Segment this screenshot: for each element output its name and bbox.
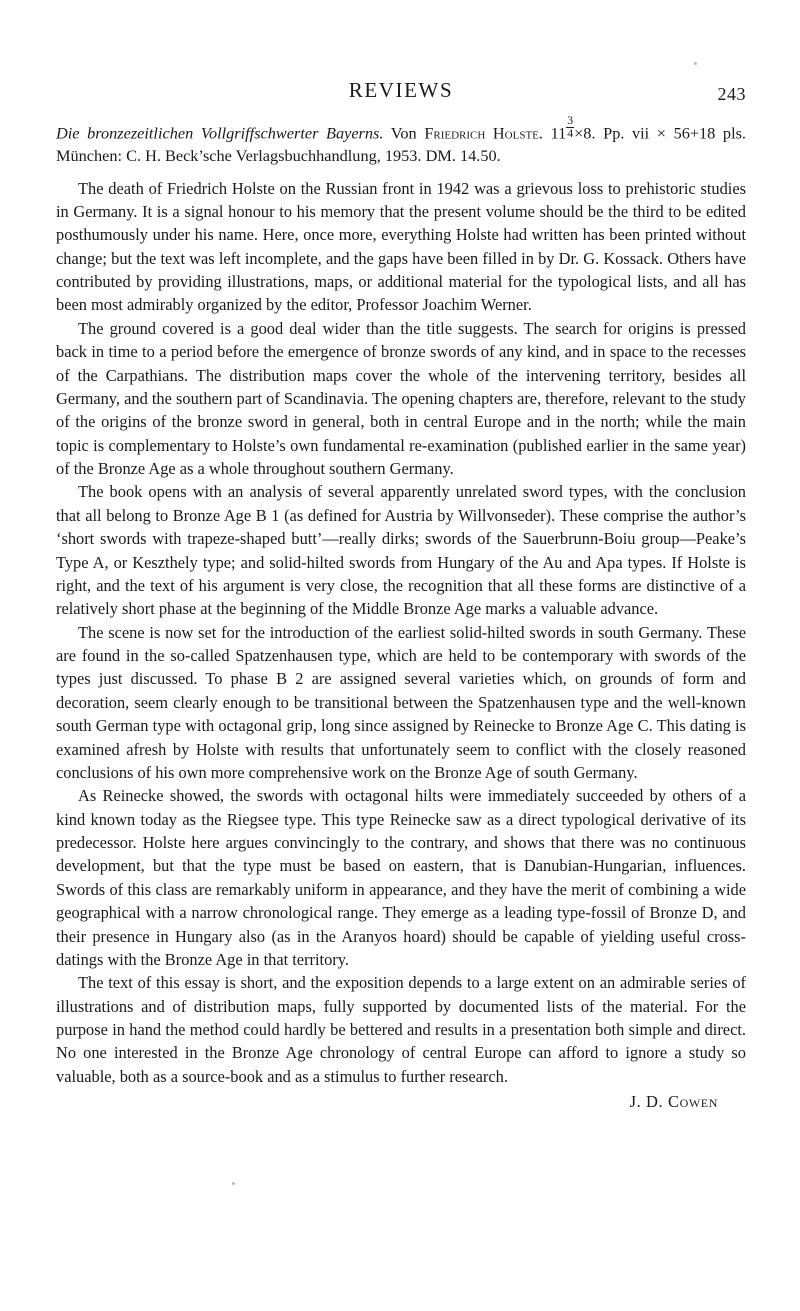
byline-word: Von (390, 123, 417, 143)
review-paragraph: The death of Friedrich Holste on the Russian front in 1942 was a grievous loss to prehistoric studies in Germany. It is a signal honour to his memory that the present volume should be the third to be edited posthumously under his name. Here, once more, everything Holste had written has been printed without change; but the text was left incomplete, and the gaps have been filled in by Dr. G. Kossack. Others have contributed by providing illustrations, maps, or additional material for the typological lists, and all has been most admirably organized by the editor, Professor Joachim Werner. (56, 178, 746, 315)
book-dimensions-fraction: $\frac{3}{4}$ (567, 114, 574, 140)
page-speck (694, 62, 697, 65)
review-paragraph: The text of this essay is short, and the exposition depends to a large extent on an admirable series of illustrations and of distribution maps, fully supported by documented lists of the material. For the purpose in hand the method could hardly be bettered and results in a presentation both simple and direct. No one interested in the Bronze Age chronology of central Europe can afford to ignore a study so valuable, both as a source-book and as a stimulus to further research. (56, 973, 746, 1086)
page-speck (232, 1182, 235, 1185)
review-paragraph: The ground covered is a good deal wider than the title suggests. The search for origins is pressed back in time to a period before the emergence of bronze swords of any kind, and in space to the recesses of the Carpathians. The distribution maps cover the whole of the intervening territory, besides all Germany, and the southern part of Scandinavia. The opening chapters are, therefore, relevant to the study of the origins of the bronze sword in general, both in central Europe and in the north; while the main topic is complementary to Holste’s own fundamental re-examination (published earlier in the same year) of the Bronze Age as a whole throughout southern Germany. (56, 318, 746, 479)
book-headnote (56, 116, 746, 168)
book-author: Friedrich Holste. (424, 123, 543, 143)
page-number: 243 (717, 84, 746, 104)
book-title: Die bronzezeitlichen Vollgriffschwerter Bayerns. (56, 123, 384, 143)
book-imprint: München: C. H. Beck’sche Verlagsbuchhandlung, 1953. (56, 146, 422, 166)
book-dimensions-prefix: 11 (550, 123, 567, 143)
book-collation: Pp. vii × 56+18 pls. (603, 123, 746, 143)
running-head: REVIEWS (348, 78, 454, 102)
page-header (56, 78, 746, 112)
book-price: DM. 14.50. (425, 146, 501, 166)
review-paragraph: The book opens with an analysis of several apparently unrelated sword types, with the conclusion that all belong to Bronze Age B 1 (as defined for Austria by Willvonseder). These comprise the author’s ‘short swords with trapeze-shaped butt’—really dirks; swords of the Sauerbrunn-Boiu group—Peake’s Type A, or Keszthely type; and solid-hilted swords from Hungary of the Au and Apa types. If Holste is right, and the text of his argument is very close, the recognition that all these forms are distinctive of a relatively short phase at the beginning of the Middle Bronze Age marks a valuable advance. (56, 482, 746, 619)
reviewer-signature: J. D. Cowen (629, 1092, 718, 1112)
review-paragraph: The scene is now set for the introduction of the earliest solid-hilted swords in south Germany. These are found in the so-called Spatzenhausen type, which are held to be contemporary with swords of the types just discussed. To phase B 2 are assigned several varieties which, on grounds of form and decoration, seem clearly enough to be transitional between the Spatzenhausen type and the well-known south German type with octagonal grip, long since assigned by Reinecke to Bronze Age C. This dating is examined afresh by Holste with results that unfortunately seem to conflict with the closely reasoned conclusions of his own more comprehensive work on the Bronze Age of south Germany. (56, 622, 746, 782)
book-dimensions-suffix: ×8. (574, 123, 596, 143)
page-content (56, 78, 746, 1112)
review-paragraph: As Reinecke showed, the swords with octagonal hilts were immediately succeeded by others of a kind known today as the Riegsee type. This type Reinecke saw as a direct typological derivative of its predecessor. Holste here argues convincingly to the contrary, and shows that there was no continuous development, but that the type must be based on eastern, that is Danubian-Hungarian, influences. Swords of this class are remarkably uniform in appearance, and they have the merit of combining a wide geographical with a narrow chronological range. They emerge as a leading type-fossil of Bronze D, and their presence in Hungary also (as in the Aranyos hoard) should be capable of yielding useful cross-datings with the Bronze Age in that territory. (56, 786, 746, 969)
